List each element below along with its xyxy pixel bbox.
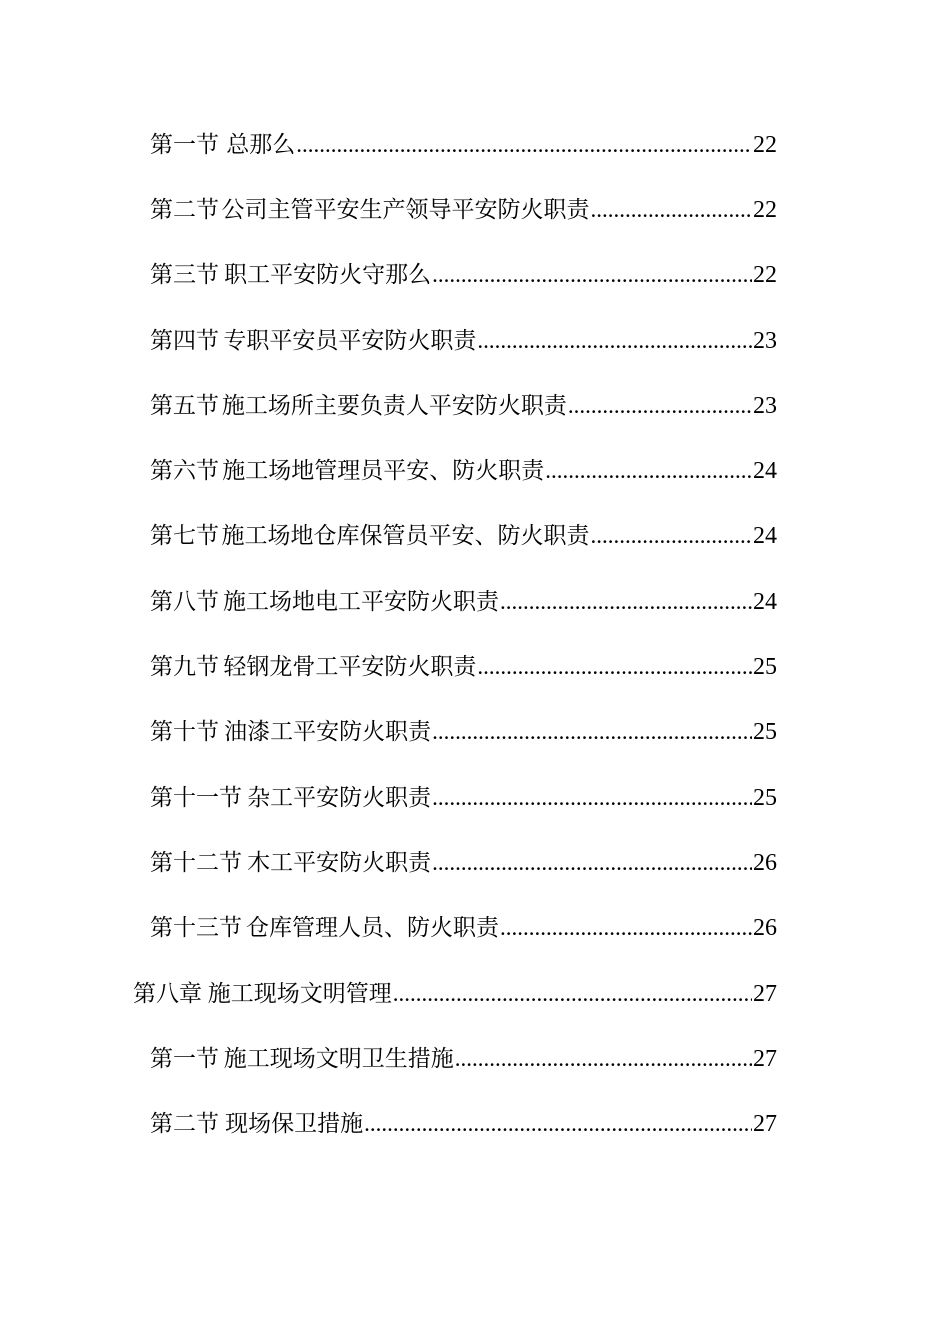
- toc-page-number: 24: [753, 458, 777, 485]
- toc-section-number: 第十节: [150, 719, 219, 746]
- toc-line: [150, 913, 777, 943]
- toc-page-number: 27: [753, 980, 777, 1007]
- toc-page-number: 22: [753, 262, 777, 289]
- toc-section-number: 第五节: [150, 392, 219, 419]
- toc-page-number: 25: [753, 719, 777, 746]
- toc-line: [150, 260, 777, 290]
- toc-page-number: 22: [753, 196, 777, 223]
- toc-section-title: 仓库管理人员、防火职责: [245, 915, 499, 942]
- toc-section-title: 施工场地仓库保管员平安、防火职责: [221, 523, 590, 550]
- toc-entry[interactable]: [0, 112, 950, 177]
- toc-line: [150, 195, 777, 225]
- toc-dot-leader: [568, 391, 752, 421]
- toc-entry[interactable]: [0, 177, 950, 242]
- toc-entry[interactable]: [0, 1091, 950, 1156]
- toc-page-number: 27: [753, 1045, 777, 1072]
- toc-dot-leader: [432, 848, 752, 878]
- toc-chapter-title: 施工现场文明管理: [207, 980, 392, 1007]
- toc-section-title: 职工平安防火守那么: [224, 262, 432, 289]
- toc-dot-leader: [432, 717, 752, 747]
- toc-line: [150, 130, 777, 160]
- toc-page-number: 26: [753, 915, 777, 942]
- toc-section-title: 轻钢龙骨工平安防火职责: [223, 654, 477, 681]
- toc-line: [133, 979, 777, 1009]
- toc-section-title: 施工现场文明卫生措施: [223, 1045, 454, 1072]
- toc-section-number: 第一节: [150, 1045, 219, 1072]
- toc-dot-leader: [364, 1109, 752, 1139]
- toc-dot-leader: [296, 130, 752, 160]
- toc-page-number: 25: [753, 784, 777, 811]
- toc-chapter-number: 第八章: [133, 980, 202, 1007]
- toc-section-number: 第十二节: [150, 849, 242, 876]
- toc-dot-leader: [545, 456, 752, 486]
- toc-dot-leader: [432, 783, 752, 813]
- toc-line: [150, 1109, 777, 1139]
- toc-entry[interactable]: [0, 569, 950, 634]
- toc-line: [150, 521, 777, 551]
- toc-dot-leader: [477, 652, 752, 682]
- toc-entry[interactable]: [0, 308, 950, 373]
- toc-line: [150, 587, 777, 617]
- toc-section-title: 公司主管平安生产领导平安防火职责: [221, 196, 590, 223]
- toc-line: [150, 848, 777, 878]
- toc-line: [150, 391, 777, 421]
- toc-page-number: 26: [753, 849, 777, 876]
- toc-section-title: 杂工平安防火职责: [247, 784, 432, 811]
- toc-entry[interactable]: [0, 765, 950, 830]
- toc-section-number: 第六节: [150, 458, 219, 485]
- toc-entry[interactable]: [0, 634, 950, 699]
- toc-section-title: 专职平安员平安防火职责: [223, 327, 477, 354]
- toc-section-number: 第一节: [150, 131, 219, 158]
- toc-dot-leader: [455, 1044, 752, 1074]
- toc-dot-leader: [500, 587, 752, 617]
- toc-page-number: 23: [753, 392, 777, 419]
- toc-line: [150, 326, 777, 356]
- toc-page-number: 24: [753, 588, 777, 615]
- toc-entry[interactable]: [0, 504, 950, 569]
- toc-page-number: 23: [753, 327, 777, 354]
- toc-section-number: 第二节: [150, 196, 219, 223]
- toc-section-title: 木工平安防火职责: [247, 849, 432, 876]
- toc-line: [150, 783, 777, 813]
- toc-section-title: 施工场地电工平安防火职责: [222, 588, 499, 615]
- toc-dot-leader: [477, 326, 752, 356]
- toc-section-title: 施工场所主要负责人平安防火职责: [221, 392, 567, 419]
- toc-line: [150, 1044, 777, 1074]
- toc-page-number: 22: [753, 131, 777, 158]
- toc-dot-leader: [432, 260, 752, 290]
- toc-page-number: 24: [753, 523, 777, 550]
- table-of-contents: [0, 112, 950, 1157]
- toc-section-title: 施工场地管理员平安、防火职责: [222, 458, 545, 485]
- toc-section-title: 现场保卫措施: [225, 1111, 364, 1138]
- toc-line: [150, 717, 777, 747]
- toc-section-number: 第十一节: [150, 784, 242, 811]
- toc-page-number: 25: [753, 654, 777, 681]
- toc-section-number: 第十三节: [150, 915, 242, 942]
- toc-chapter-entry[interactable]: [0, 961, 950, 1026]
- toc-dot-leader: [591, 195, 752, 225]
- toc-entry[interactable]: [0, 896, 950, 961]
- toc-page-number: 27: [753, 1111, 777, 1138]
- toc-dot-leader: [393, 979, 752, 1009]
- toc-section-number: 第二节: [150, 1111, 219, 1138]
- toc-section-number: 第九节: [150, 654, 219, 681]
- toc-dot-leader: [500, 913, 752, 943]
- toc-entry[interactable]: [0, 243, 950, 308]
- toc-entry[interactable]: [0, 373, 950, 438]
- toc-section-number: 第八节: [150, 588, 219, 615]
- toc-section-number: 第三节: [150, 262, 219, 289]
- toc-dot-leader: [591, 521, 752, 551]
- toc-section-number: 第四节: [150, 327, 219, 354]
- toc-section-title: 总那么: [226, 131, 296, 158]
- toc-section-number: 第七节: [150, 523, 219, 550]
- toc-line: [150, 652, 777, 682]
- toc-line: [150, 456, 777, 486]
- toc-entry[interactable]: [0, 830, 950, 895]
- toc-entry[interactable]: [0, 1026, 950, 1091]
- toc-section-title: 油漆工平安防火职责: [224, 719, 432, 746]
- toc-entry[interactable]: [0, 700, 950, 765]
- toc-entry[interactable]: [0, 438, 950, 503]
